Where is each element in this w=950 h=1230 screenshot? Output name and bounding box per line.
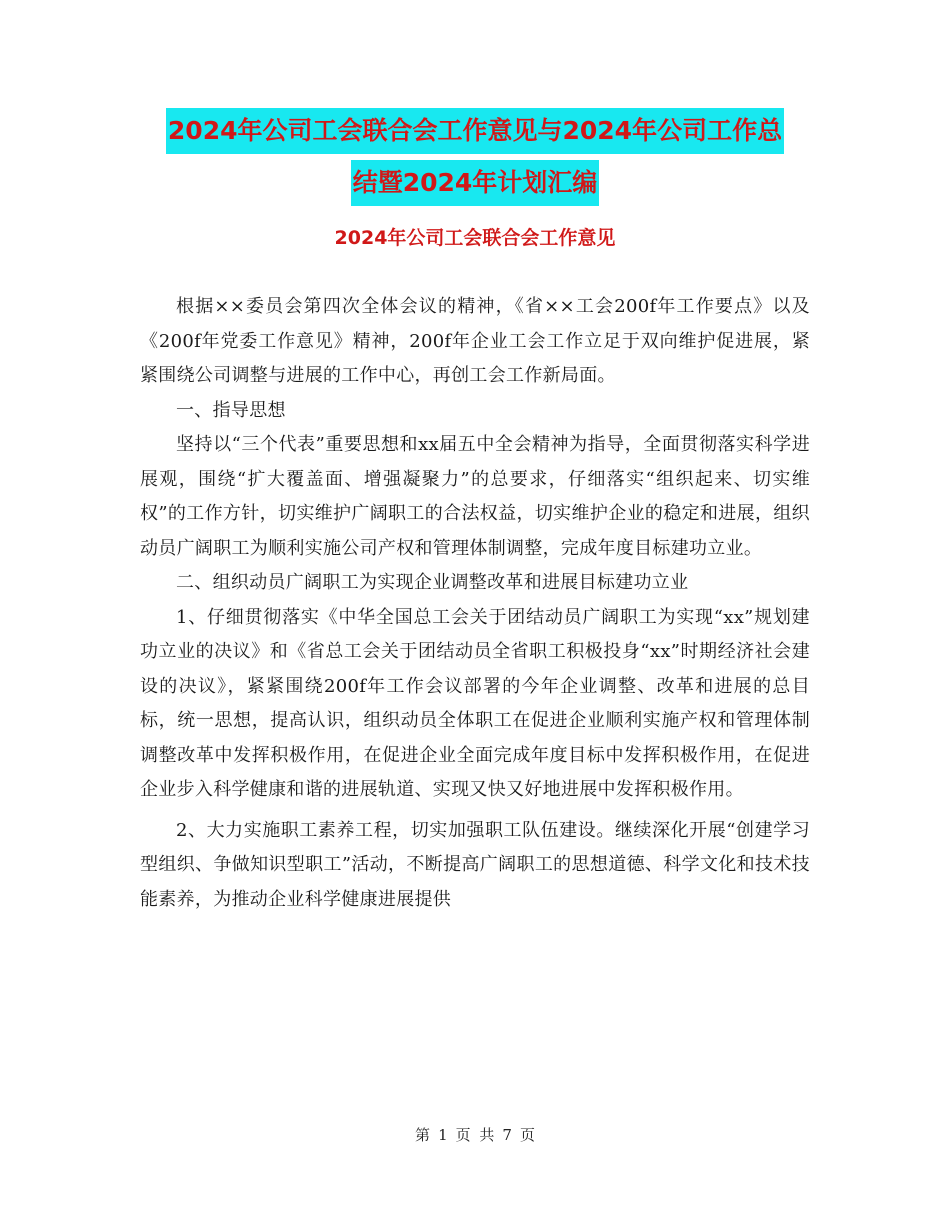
footer-page-number: 1 bbox=[438, 1126, 448, 1144]
paragraph-item-2: 2、大力实施职工素养工程，切实加强职工队伍建设。继续深化开展“创建学习型组织、争做知识型职工”活动，不断提高广阔职工的思想道德、科学文化和技术技能素养，为推动企业科学健康进展提供 bbox=[140, 819, 810, 910]
footer-label-page: 第 bbox=[415, 1126, 431, 1144]
paragraph-item-1: 1、仔细贯彻落实《中华全国总工会关于团结动员广阔职工为实现“xx”规划建功立业的决议》和《省总工会关于团结动员全省职工积极投身“xx”时期经济社会建设的决议》，紧紧围绕200f年工作会议部署的今年企业调整、改革和进展的总目标，统一思想，提高认识，组织动员全体职工在促进企业顺利实施产权和管理体制调整改革中发挥积极作用，在促进企业全面完成年度目标中发挥积极作用，在促进企业步入科学健康和谐的进展轨道、实现又快又好地进展中发挥积极作用。 bbox=[140, 606, 810, 800]
footer-total-pages: 7 bbox=[502, 1126, 512, 1144]
document-body bbox=[140, 290, 810, 917]
document-title bbox=[0, 108, 950, 206]
heading-mobilize-workers: 二、组织动员广阔职工为实现企业调整改革和进展目标建功立业 bbox=[176, 572, 689, 593]
paragraph-guiding-thought: 坚持以“三个代表”重要思想和xx届五中全会精神为指导，全面贯彻落实科学进展观，围绕“扩大覆盖面、增强凝聚力”的总要求，仔细落实“组织起来、切实维权”的工作方针，切实维护广阔职工的合法权益，切实维护企业的稳定和进展，组织动员广阔职工为顺利实施公司产权和管理体制调整，完成年度目标建功立业。 bbox=[140, 434, 810, 559]
heading-guiding-thought: 一、指导思想 bbox=[176, 399, 286, 421]
page-footer bbox=[0, 1124, 950, 1145]
footer-label-pages: 页 bbox=[519, 1126, 535, 1144]
section-heading: 2024年公司工会联合会工作意见 bbox=[334, 227, 616, 249]
title-line-1: 2024年公司工会联合会工作意见与2024年公司工作总 bbox=[166, 108, 784, 154]
footer-label-of: 页 共 bbox=[455, 1126, 495, 1144]
paragraph-intro: 根据××委员会第四次全体会议的精神，《省××工会200f年工作要点》以及《200f年党委工作意见》精神，200f年企业工会工作立足于双向维护促进展，紧紧围绕公司调整与进展的工作中心，再创工会工作新局面。 bbox=[140, 296, 810, 386]
title-line-2: 结暨2024年计划汇编 bbox=[351, 160, 600, 206]
